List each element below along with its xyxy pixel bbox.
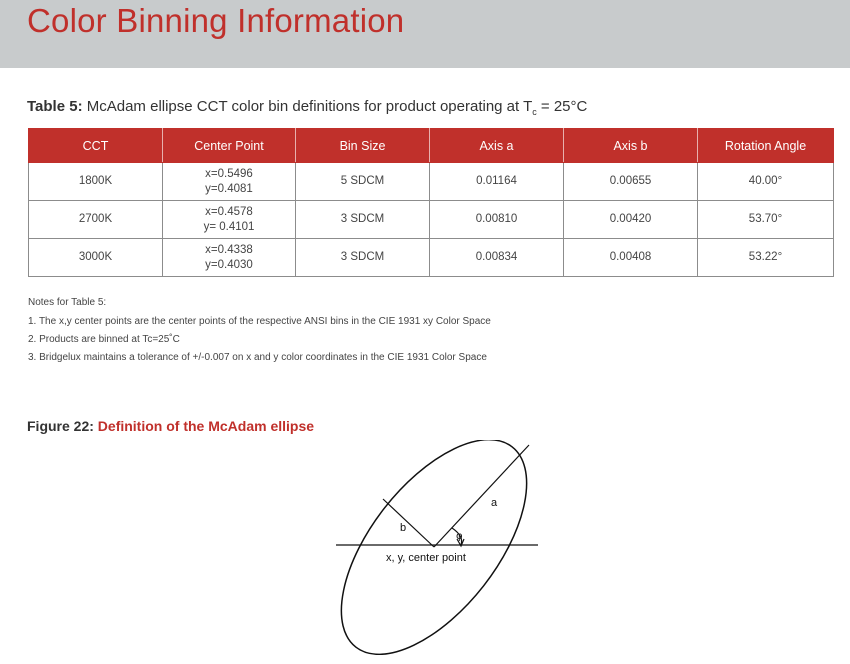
col-header-axis-b: Axis b [564,129,698,163]
center-point-label: x, y, center point [386,552,466,564]
table-row [29,201,834,239]
color-bin-table [28,128,834,277]
cell-bin-size: 3 SDCM [296,201,430,239]
table-caption-text: McAdam ellipse CCT color bin definitions for product operating at T [86,98,533,115]
cell-rotation-angle: 40.00° [698,163,834,201]
cell-axis-b: 0.00420 [564,201,698,239]
table-caption-tail: = 25°C [536,98,588,115]
col-header-axis-a: Axis a [430,129,564,163]
figure-label: Figure 22: [27,418,94,434]
table-row [29,163,834,201]
page-title: Color Binning Information [27,2,405,39]
col-header-bin-size: Bin Size [296,129,430,163]
minor-axis-b-line [383,499,434,547]
cell-center-point [163,239,296,277]
cell-center-x: x=0.4338 [205,243,253,256]
figure-title: Definition of the McAdam ellipse [97,418,315,434]
cell-center-y: y= 0.4101 [203,220,255,233]
cell-center-point [163,201,296,239]
cell-cct: 2700K [29,201,163,239]
cell-axis-a: 0.00834 [430,239,564,277]
col-header-rotation-angle: Rotation Angle [698,129,834,163]
notes-title: Notes for Table 5: [28,297,107,308]
table-header-row [29,129,834,163]
table-row [29,239,834,277]
col-header-center-point: Center Point [163,129,296,163]
cell-bin-size: 5 SDCM [296,163,430,201]
axis-b-label: b [400,522,407,534]
cell-cct: 3000K [29,239,163,277]
cell-axis-a: 0.00810 [430,201,564,239]
cell-rotation-angle: 53.22° [698,239,834,277]
cell-center-point [163,163,296,201]
mcadam-ellipse-figure [330,440,550,655]
cell-bin-size: 3 SDCM [296,239,430,277]
cell-axis-b: 0.00408 [564,239,698,277]
note-item: 1. The x,y center points are the center points of the respective ANSI bins in the CIE 1931 xy Color Space [28,316,491,327]
cell-cct: 1800K [29,163,163,201]
table-caption-label: Table 5: [27,98,83,115]
cell-center-x: x=0.5496 [205,167,253,180]
cell-axis-a: 0.01164 [430,163,564,201]
cell-center-y: y=0.4081 [205,182,253,195]
axis-a-label: a [491,497,498,509]
table-notes [28,294,491,367]
table-caption [27,98,587,117]
mcadam-ellipse [330,440,550,655]
major-axis-a-line [434,445,529,547]
cell-center-x: x=0.4578 [205,205,253,218]
note-item: 2. Products are binned at Tc=25˚C [28,334,180,345]
phi-label: φ [456,531,463,542]
cell-axis-b: 0.00655 [564,163,698,201]
table-caption-sub: c [532,107,537,117]
note-item: 3. Bridgelux maintains a tolerance of +/-0.007 on x and y color coordinates in the CIE 1931 Color Space [28,352,487,363]
figure-caption [27,418,314,434]
col-header-cct: CCT [29,129,163,163]
cell-center-y: y=0.4030 [205,258,253,271]
cell-rotation-angle: 53.70° [698,201,834,239]
